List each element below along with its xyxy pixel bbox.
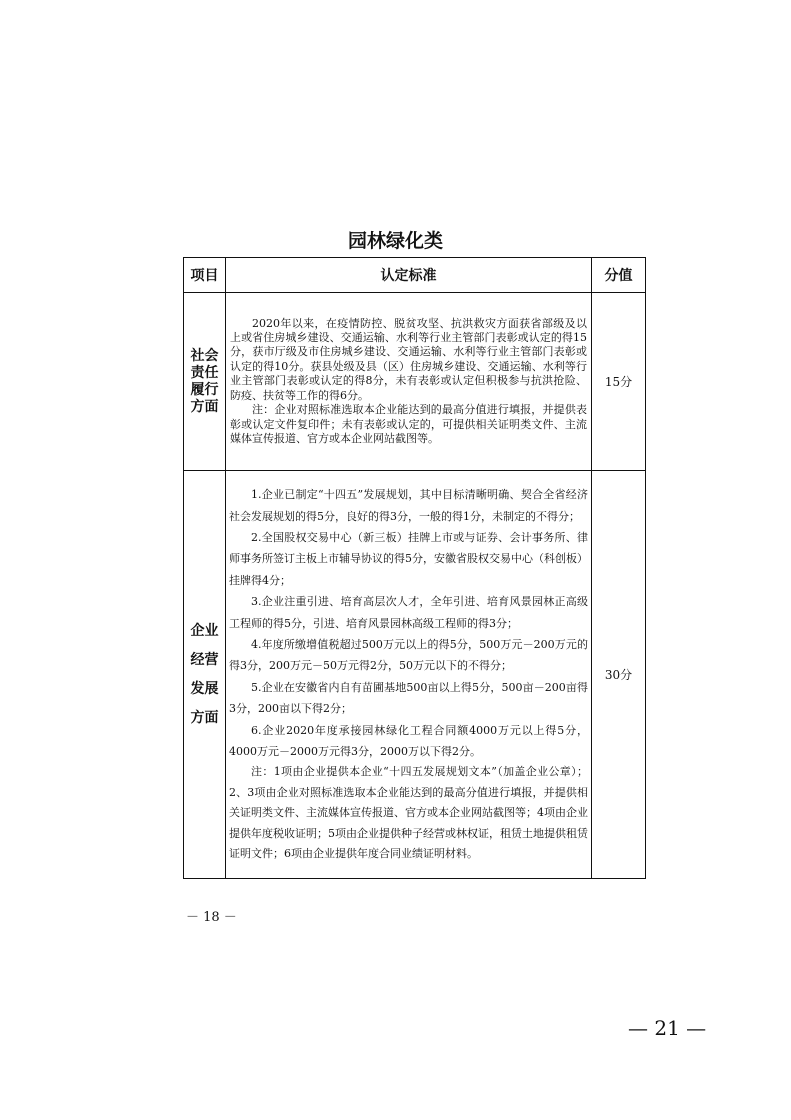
inner-page-number: － 18 － (186, 910, 237, 925)
page-title: 园林绿化类 (347, 230, 443, 252)
table-row (184, 293, 646, 471)
standard-cell (226, 471, 592, 879)
score-cell: 30分 (592, 471, 646, 879)
table-row (184, 471, 646, 879)
outer-page-number: — 21 — (628, 1016, 707, 1040)
standard-cell (226, 293, 592, 471)
standard-paragraph: 3.企业注重引进、培育高层次人才，全年引进、培育风景园林正高级工程师的得5分，引进、培育风景园林高级工程师的得3分； (229, 595, 588, 630)
standard-paragraph: 5.企业在安徽省内自有苗圃基地500亩以上得5分，500亩－200亩得3分，200亩以下得2分； (229, 680, 588, 716)
header-score: 分值 (592, 258, 646, 293)
standard-paragraph: 6.企业2020年度承接园林绿化工程合同额4000万元以上得5分，4000万元－2000万元得3分，2000万以下得2分。 (229, 723, 588, 758)
standard-note: 注：1项由企业提供本企业“十四五发展规划文本”（加盖企业公章）；2、3项由企业对照标准选取本企业能达到的最高分值进行填报，并提供相关证明类文件、主流媒体宣传报道、官方或本企业网站截图等；4项由企业提供年度税收证明；5项由企业提供种子经营或林权证，租赁土地提供租赁证明文件；6项由企业提供年度合同业绩证明材料。 (229, 765, 588, 861)
table-header-row (184, 258, 646, 293)
item-social-responsibility: 社会责任履行方面 (184, 293, 226, 471)
standard-paragraph: 2020年以来，在疫情防控、脱贫攻坚、抗洪救灾方面获省部级及以上或省住房城乡建设、交通运输、水利等行业主管部门表彰或认定的得15分，获市厅级及市住房城乡建设、交通运输、水利等行业主管部门表彰或认定的得10分。获县处级及县（区）住房城乡建设、交通运输、水利等行业主管部门表彰或认定的得8分，未有表彰或认定但积极参与抗洪抢险、防疫、扶贫等工作的得6分。 (230, 316, 587, 402)
score-cell: 15分 (592, 293, 646, 471)
standard-paragraph: 1.企业已制定“十四五”发展规划，其中目标清晰明确、契合全省经济社会发展规划的得5分，良好的得3分，一般的得1分，未制定的不得分； (229, 488, 588, 523)
criteria-table (183, 257, 646, 879)
item-business-development: 企业经营发展方面 (184, 471, 226, 879)
standard-paragraph: 4.年度所缴增值税超过500万元以上的得5分，500万元－200万元的得3分，200万元－50万元得2分，50万元以下的不得分； (229, 637, 588, 673)
standard-paragraph: 2.全国股权交易中心（新三板）挂牌上市或与证券、会计事务所、律师事务所签订主板上市辅导协议的得5分，安徽省股权交易中心（科创板）挂牌得4分； (229, 530, 588, 587)
header-standard: 认定标准 (226, 258, 592, 293)
standard-note: 注：企业对照标准选取本企业能达到的最高分值进行填报，并提供表彰或认定文件复印件；未有表彰或认定的，可提供相关证明类文件、主流媒体宣传报道、官方或本企业网站截图等。 (230, 403, 587, 445)
header-item: 项目 (184, 258, 226, 293)
